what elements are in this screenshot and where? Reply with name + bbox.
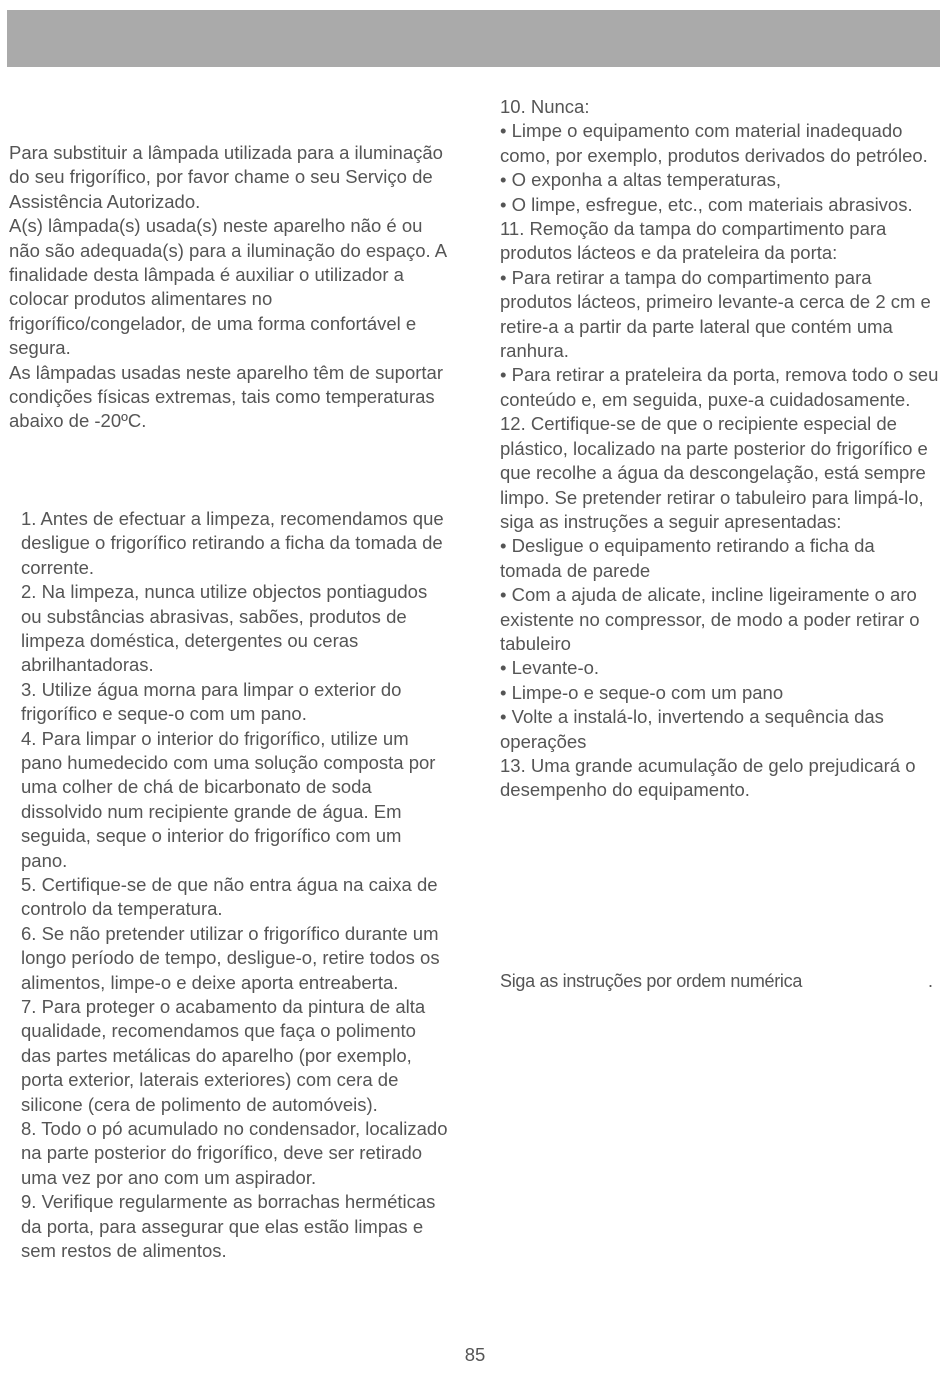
bullet-item: • Levante-o.	[500, 656, 940, 680]
cleaning-step: 2. Na limpeza, nunca utilize objectos pontiagudos ou substâncias abrasivas, sabões, produtos de limpeza doméstica, detergentes ou ceras abrilhantadoras.	[21, 581, 428, 676]
bullet-item: • Para retirar a tampa do compartimento para produtos lácteos, primeiro levante-a cerca de 2 cm e retire-a a partir da parte lateral que contém uma ranhura.	[500, 266, 940, 364]
section-gap	[9, 434, 449, 507]
bullet-item: • Para retirar a prateleira da porta, remova todo o seu conteúdo e, em seguida, puxe-a cuidadosamente.	[500, 363, 940, 412]
step-12-title: 12. Certifique-se de que o recipiente especial de plástico, localizado na parte posterior do frigorífico e que recolhe a água da descongelação, está sempre limpo. Se pretender retirar o tabuleiro para limpá-lo, siga as instruções a seguir apresentadas:	[500, 413, 928, 532]
bullet-item: • Com a ajuda de alicate, incline ligeiramente o aro existente no compressor, de modo a poder retirar o tabuleiro	[500, 583, 940, 656]
lamp-paragraph: As lâmpadas usadas neste aparelho têm de suportar condições físicas extremas, tais como temperaturas abaixo de -20ºC.	[9, 361, 443, 432]
step-10-title: 10. Nunca:	[500, 96, 590, 117]
header-bar	[7, 10, 940, 67]
cleaning-step: 5. Certifique-se de que não entra água na caixa de controlo da temperatura.	[21, 873, 438, 920]
cleaning-step: 1. Antes de efectuar a limpeza, recomendamos que desligue o frigorífico retirando a ficha da tomada de corrente.	[21, 507, 444, 578]
left-column	[9, 141, 449, 1263]
bullet-item: • Limpe-o e seque-o com um pano	[500, 681, 940, 705]
lamp-paragraph: Para substituir a lâmpada utilizada para a iluminação do seu frigorífico, por favor chame o seu Serviço de Assistência Autorizado.	[9, 142, 443, 212]
instructions-note	[500, 969, 940, 993]
cleaning-step: 9. Verifique regularmente as borrachas herméticas da porta, para assegurar que elas estão limpas e sem restos de alimentos.	[21, 1191, 436, 1262]
step-11-title: 11. Remoção da tampa do compartimento para produtos lácteos e da prateleira da porta:	[500, 218, 887, 264]
bullet-item: • O limpe, esfregue, etc., com materiais abrasivos.	[500, 193, 940, 217]
bullet-item: • Limpe o equipamento com material inadequado como, por exemplo, produtos derivados do petróleo.	[500, 119, 940, 168]
cleaning-step: 6. Se não pretender utilizar o frigorífico durante um longo período de tempo, desligue-o, retire todos os alimentos, limpe-o e deixe aporta entreaberta.	[21, 922, 440, 993]
cleaning-step: 4. Para limpar o interior do frigorífico, utilize um pano humedecido com uma solução composta por uma colher de chá de bicarbonato de soda dissolvido num recipiente grande de água. Em seguida, seque o interior do frigorífico com um pano.	[21, 727, 436, 871]
note-end: .	[928, 971, 933, 991]
right-column	[500, 95, 940, 803]
lamp-paragraph: A(s) lâmpada(s) usada(s) neste aparelho não é ou não são adequada(s) para a iluminação do espaço. A finalidade desta lâmpada é auxiliar o utilizador a colocar produtos alimentares no frigorífico/congelador, de uma forma confortável e segura.	[9, 215, 447, 359]
bullet-item: • Desligue o equipamento retirando a ficha da tomada de parede	[500, 534, 940, 583]
bullet-item: • O exponha a altas temperaturas,	[500, 168, 940, 192]
page-number: 85	[464, 1344, 486, 1365]
step-13: 13. Uma grande acumulação de gelo prejudicará o desempenho do equipamento.	[500, 754, 916, 801]
cleaning-step: 3. Utilize água morna para limpar o exterior do frigorífico e seque-o com um pano.	[21, 678, 402, 725]
note-text: Siga as instruções por ordem numérica	[500, 971, 803, 991]
cleaning-step: 8. Todo o pó acumulado no condensador, localizado na parte posterior do frigorífico, deve ser retirado uma vez por ano com um aspirador.	[21, 1118, 448, 1188]
bullet-item: • Volte a instalá-lo, invertendo a sequência das operações	[500, 705, 940, 754]
cleaning-step: 7. Para proteger o acabamento da pintura de alta qualidade, recomendamos que faça o polimento das partes metálicas do aparelho (por exemplo, porta exterior, laterais exteriores) com cera de silicone (cera de polimento de automóveis).	[21, 996, 426, 1115]
